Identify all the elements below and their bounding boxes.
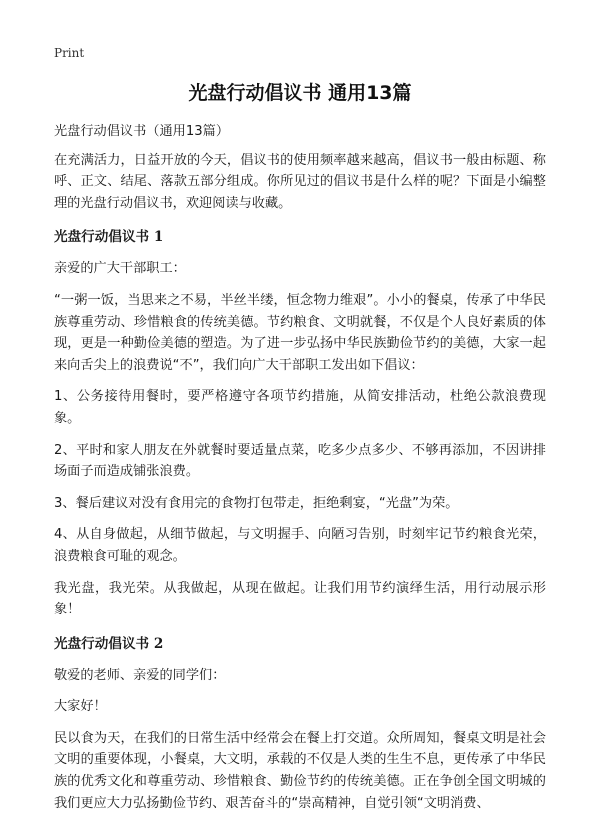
paragraph-1-item-4: 4、从自身做起，从细节做起，与文明握手、向陋习告别，时刻牢记节约粮食光荣，浪费粮食可耻的观念。 (54, 527, 546, 564)
paragraph-1-item-2: 2、平时和家人朋友在外就餐时要适量点菜，吃多少点多少、不够再添加，不因讲排场面子而造成铺张浪费。 (54, 442, 546, 480)
paragraph-1-intro: “一粥一饭，当思来之不易，半丝半缕，恒念物力维艰”。小小的餐桌，传承了中华民族尊重劳动、珍惜粮食的传统美德。节约粮食、文明就餐，不仅是个人良好素质的体现，更是一种勤俭美德的塑造。为了进一步弘扬中华民族勤俭节约的美德，大家一起来向舌尖上的浪费说“不”，我们向广大干部职工发出如下倡议： (54, 292, 546, 373)
document-body (54, 121, 546, 814)
print-label[interactable]: Print (54, 46, 85, 60)
greeting-1: 亲爱的广大干部职工： (54, 261, 186, 277)
paragraph-1-closing: 我光盘，我光荣。从我做起，从现在做起。让我们用节约演绎生活，用行动展示形象！ (54, 580, 546, 618)
paragraph-1-item-1: 1、公务接待用餐时，要严格遵守各项节约措施，从简安排活动，杜绝公款浪费现象。 (54, 389, 546, 426)
section-heading-1: 光盘行动倡议书 1 (54, 229, 164, 246)
paragraph-2: 民以食为天，在我们的日常生活中经常会在餐上打交道。众所周知，餐桌文明是社会文明的重要体现，小餐桌，大文明，承载的不仅是人类的生生不息，更传承了中华民族的优秀文化和尊重劳动、珍惜粮食、勤俭节约的传统美德。正在争创全国文明城的我们更应大力弘扬勤俭节约、艰苦奋斗的“崇高精神，自觉引领“文明消费、 (54, 730, 546, 811)
section-heading-2: 光盘行动倡议书 2 (54, 635, 164, 652)
document-subtitle: 光盘行动倡议书（通用13篇） (54, 124, 230, 139)
document-title: 光盘行动倡议书 通用13篇 (188, 82, 412, 104)
intro-paragraph: 在充满活力，日益开放的今天，倡议书的使用频率越来越高，倡议书一般由标题、称呼、正文、结尾、落款五部分组成。你所见过的倡议书是什么样的呢？下面是小编整理的光盘行动倡议书，欢迎阅读与收藏。 (54, 152, 546, 211)
greeting-2: 敬爱的老师、亲爱的同学们： (54, 667, 226, 683)
salute-2: 大家好！ (54, 699, 107, 715)
paragraph-1-item-3: 3、餐后建议对没有食用完的食物打包带走，拒绝剩宴，“光盘”为荣。 (54, 495, 459, 511)
